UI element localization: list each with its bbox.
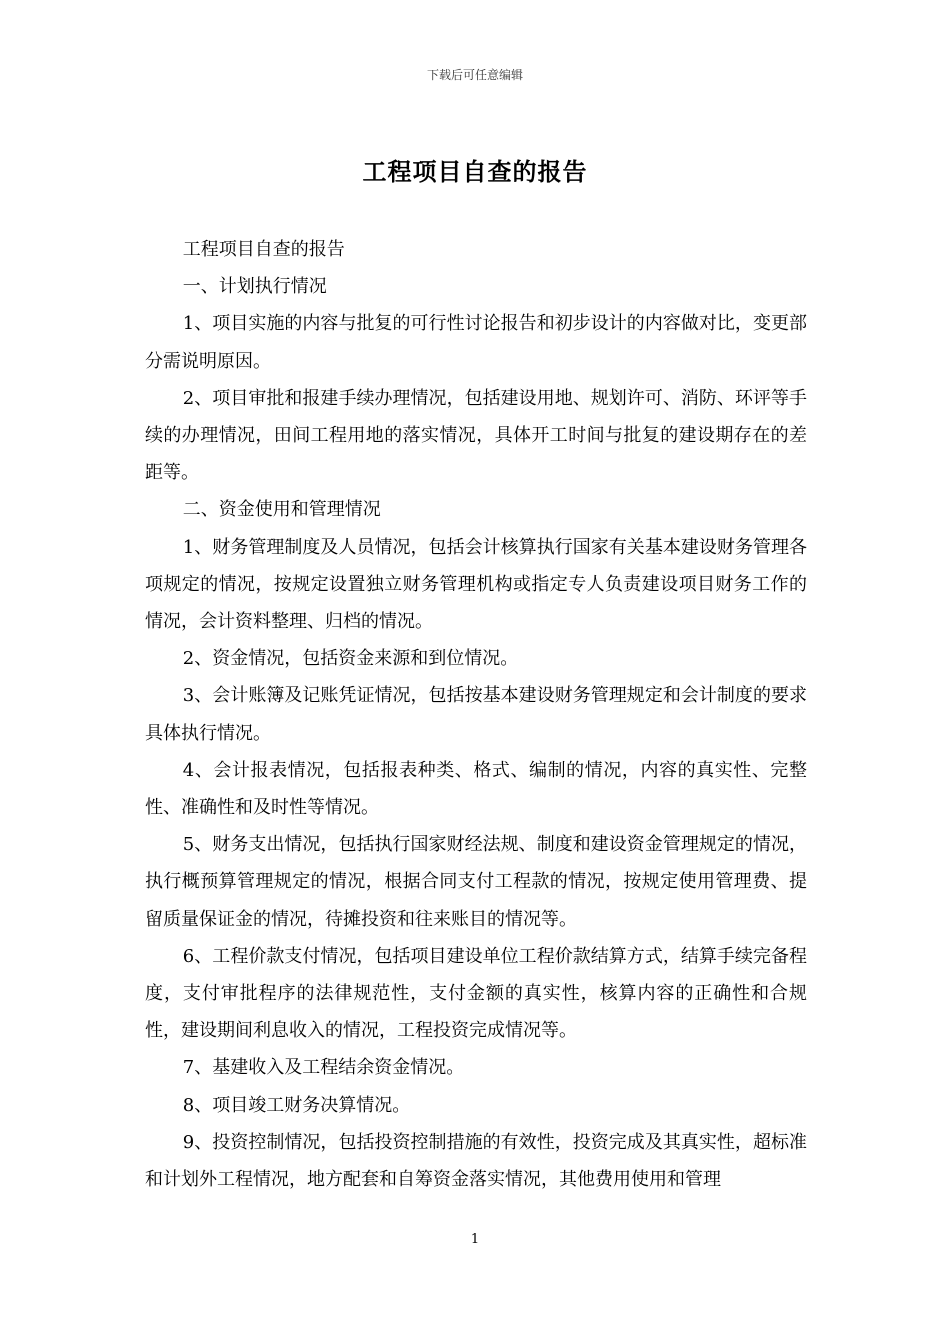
paragraph: 1、项目实施的内容与批复的可行性讨论报告和初步设计的内容做对比，变更部分需说明原因。 — [145, 313, 807, 372]
header-note: 下载后可任意编辑 — [426, 68, 523, 82]
paragraph: 1、财务管理制度及人员情况，包括会计核算执行国家有关基本建设财务管理各项规定的情况，按规定设置独立财务管理机构或指定专人负责建设项目财务工作的情况，会计资料整理、归档的情况。 — [145, 536, 807, 633]
document-body — [145, 231, 807, 1198]
paragraph: 8、项目竣工财务决算情况。 — [182, 1094, 411, 1116]
paragraph: 6、工程价款支付情况，包括项目建设单位工程价款结算方式，结算手续完备程度，支付审批程序的法律规范性，支付金额的真实性，核算内容的正确性和合规性，建设期间利息收入的情况，工程投资完成情况等。 — [145, 945, 807, 1042]
paragraph: 2、项目审批和报建手续办理情况，包括建设用地、规划许可、消防、环评等手续的办理情况，田间工程用地的落实情况，具体开工时间与批复的建设期存在的差距等。 — [145, 387, 807, 484]
paragraph: 4、会计报表情况，包括报表种类、格式、编制的情况，内容的真实性、完整性、准确性和及时性等情况。 — [145, 759, 807, 819]
paragraph: 7、基建收入及工程结余资金情况。 — [182, 1057, 465, 1079]
document-title: 工程项目自查的报告 — [362, 157, 588, 186]
page-number: 1 — [470, 1232, 480, 1247]
paragraph: 二、资金使用和管理情况 — [182, 499, 381, 521]
paragraph: 9、投资控制情况，包括投资控制措施的有效性，投资完成及其真实性，超标准和计划外工程情况，地方配套和自筹资金落实情况，其他费用使用和管理 — [145, 1131, 807, 1191]
paragraph: 2、资金情况，包括资金来源和到位情况。 — [182, 648, 519, 670]
paragraph: 一、计划执行情况 — [182, 276, 327, 298]
paragraph: 3、会计账簿及记账凭证情况，包括按基本建设财务管理规定和会计制度的要求具体执行情况。 — [145, 685, 807, 744]
paragraph: 5、财务支出情况，包括执行国家财经法规、制度和建设资金管理规定的情况，执行概预算管理规定的情况，根据合同支付工程款的情况，按规定使用管理费、提留质量保证金的情况，待摊投资和往来账目的情况等。 — [145, 834, 807, 930]
paragraph: 工程项目自查的报告 — [182, 239, 345, 260]
